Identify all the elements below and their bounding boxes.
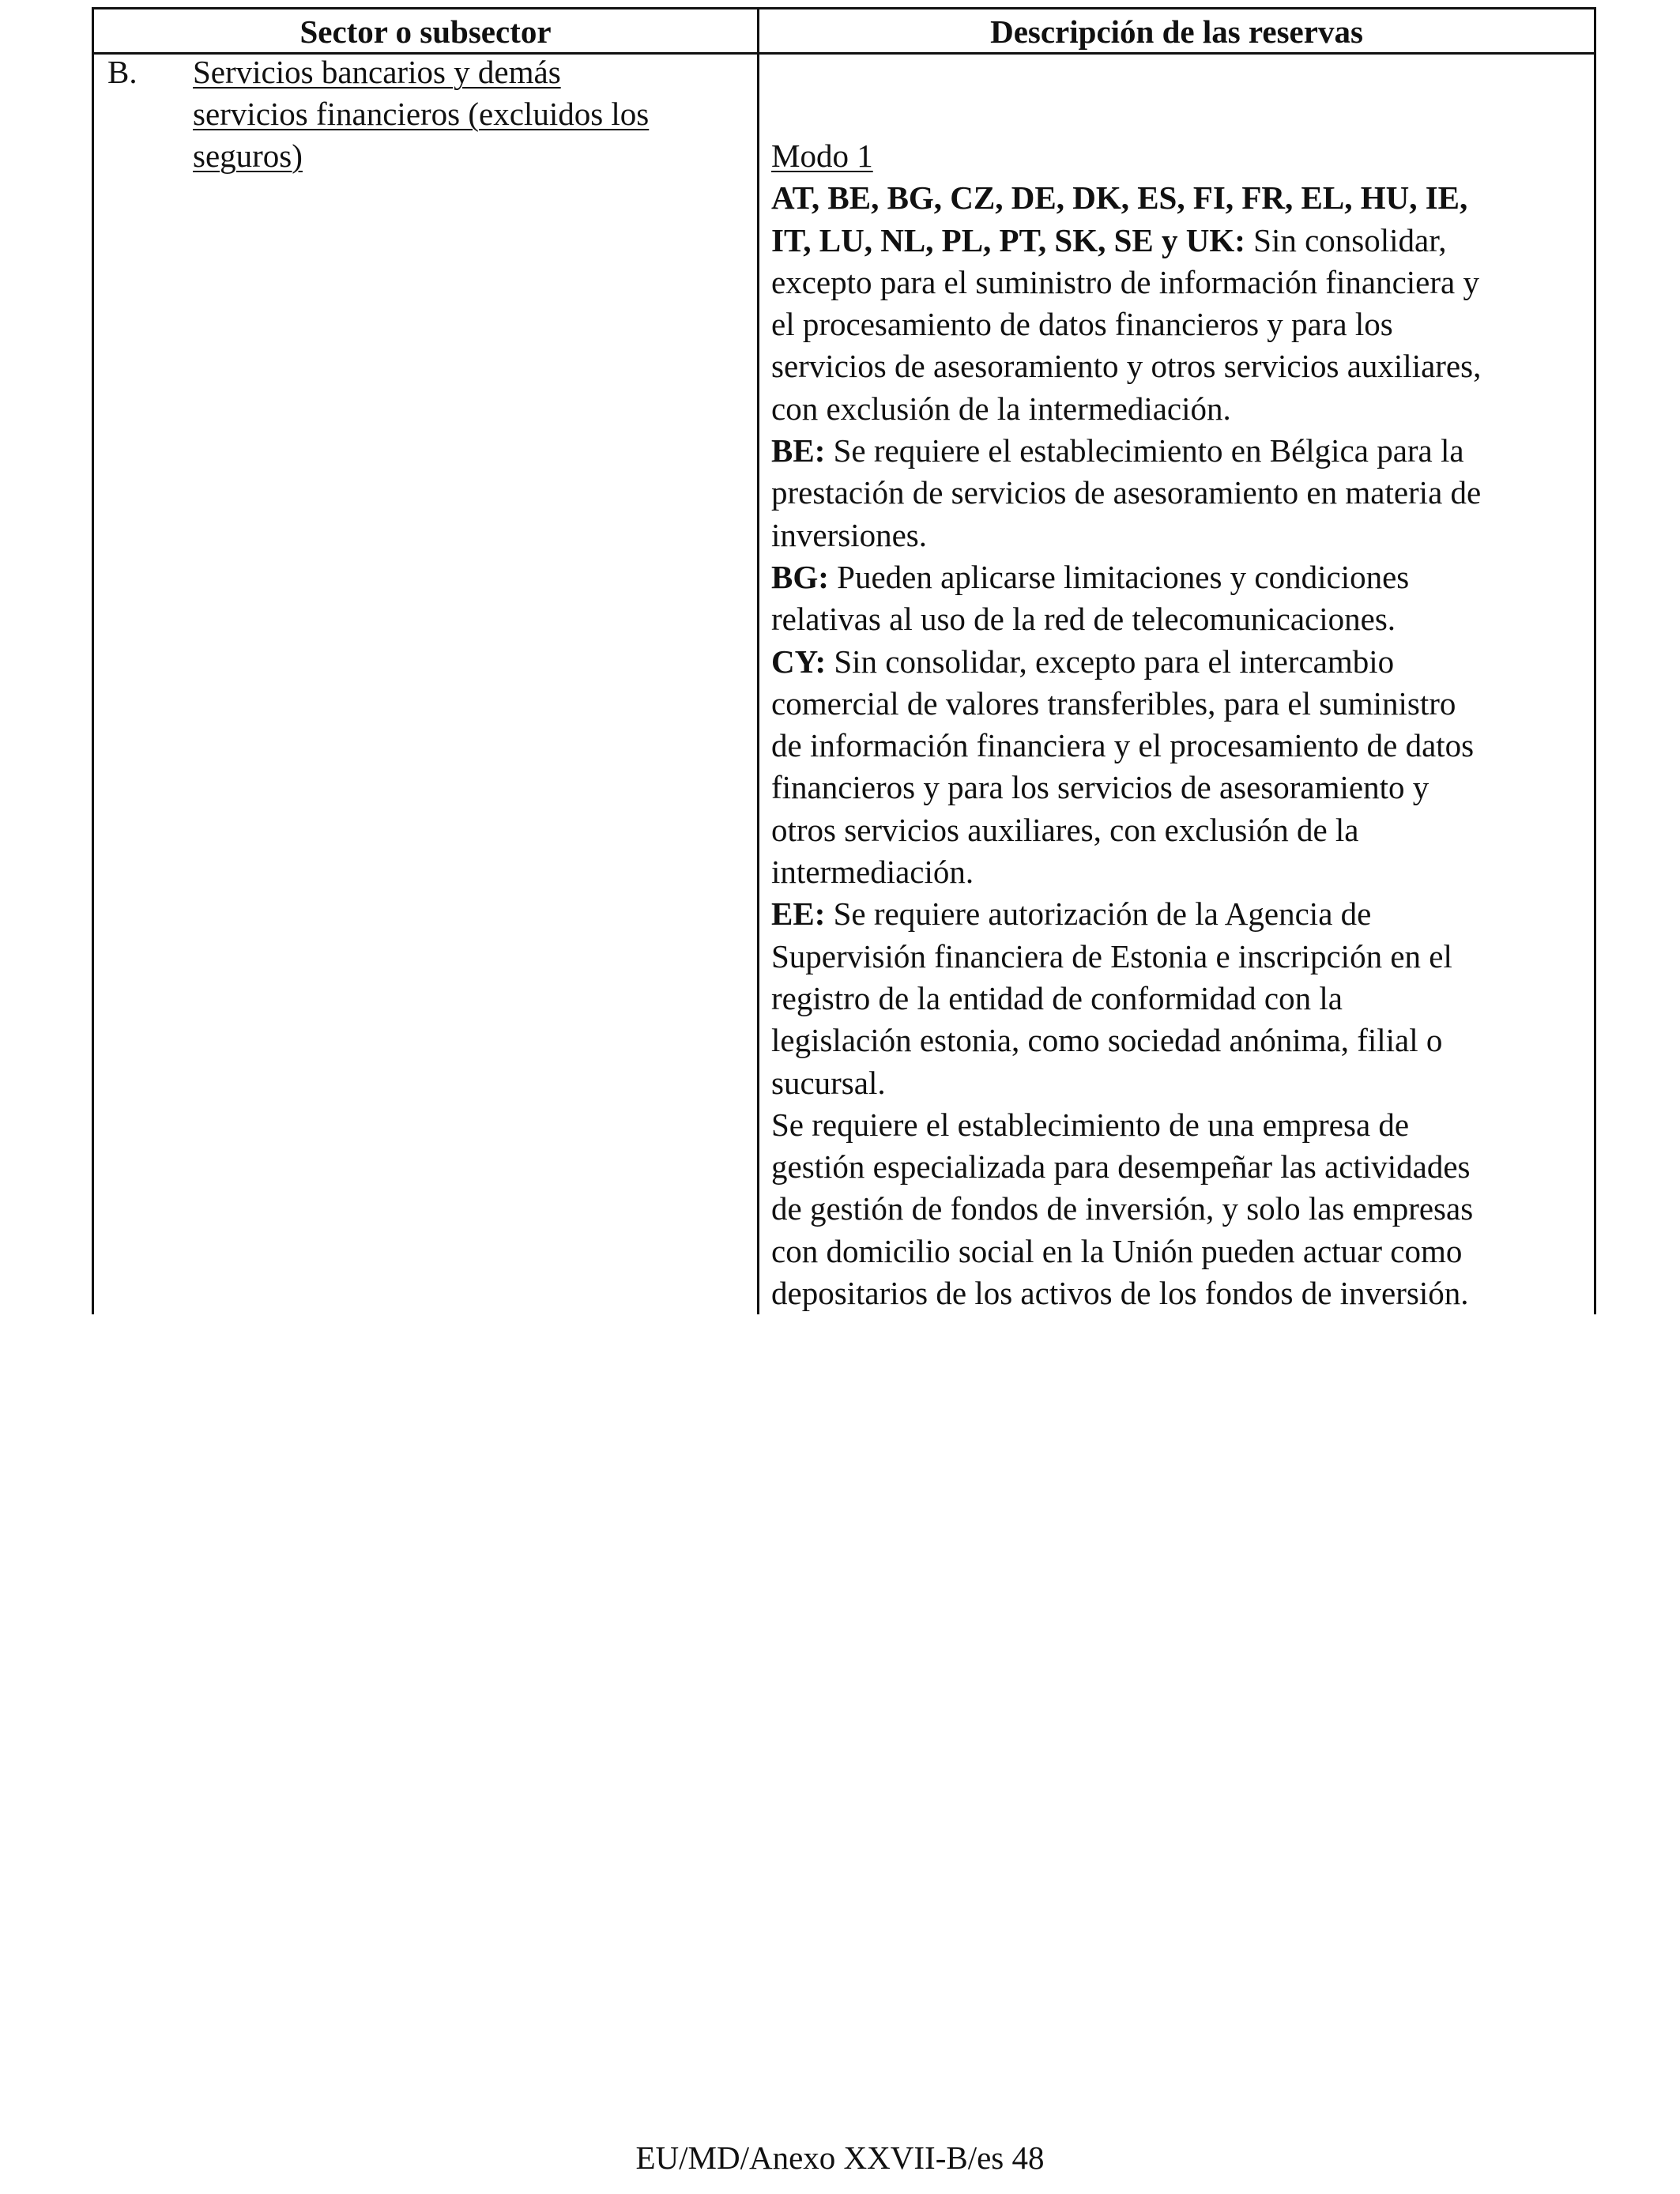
page-footer: EU/MD/Anexo XXVII-B/es 48 bbox=[635, 2139, 1045, 2176]
sector-title bbox=[193, 51, 746, 177]
description-line bbox=[771, 515, 1593, 556]
country-codes: EE: bbox=[771, 895, 826, 933]
description-text: Se requiere el establecimiento en Bélgica para la bbox=[825, 432, 1464, 469]
description-text: gestión especializada para desempeñar las actividades bbox=[771, 1148, 1471, 1186]
description-line bbox=[771, 809, 1593, 851]
sector-number: B. bbox=[107, 54, 137, 90]
description-line bbox=[771, 936, 1593, 978]
country-codes: BE: bbox=[771, 432, 826, 469]
description-text: intermediación. bbox=[771, 854, 974, 891]
description-line bbox=[771, 1188, 1593, 1230]
description-line bbox=[771, 388, 1593, 430]
column-header-sector: Sector o subsector bbox=[299, 13, 552, 50]
country-codes: BG: bbox=[771, 558, 829, 595]
description-line bbox=[771, 1104, 1593, 1146]
description-text: inversiones. bbox=[771, 516, 927, 553]
description-text: el procesamiento de datos financieros y para los bbox=[771, 306, 1393, 343]
description-text: Pueden aplicarse limitaciones y condiciones bbox=[828, 558, 1410, 595]
column-divider bbox=[757, 7, 759, 1314]
description-text: financieros y para los servicios de asesoramiento y bbox=[771, 769, 1430, 806]
description-line bbox=[771, 725, 1593, 767]
description-text: servicios de asesoramiento y otros servicios auxiliares, bbox=[771, 348, 1482, 385]
description-text: Sin consolidar, excepto para el intercambio bbox=[826, 643, 1395, 680]
description-text: excepto para el suministro de información financiera y bbox=[771, 263, 1479, 300]
description-text: otros servicios auxiliares, con exclusión de la bbox=[771, 811, 1359, 848]
reservation-description bbox=[771, 135, 1593, 1314]
description-line bbox=[771, 472, 1593, 514]
description-text: registro de la entidad de conformidad con la bbox=[771, 979, 1343, 1016]
description-text: legislación estonia, como sociedad anónima, filial o bbox=[771, 1022, 1443, 1059]
sector-title-line: seguros) bbox=[193, 138, 303, 174]
description-line bbox=[771, 262, 1593, 303]
description-line bbox=[771, 598, 1593, 640]
description-text: relativas al uso de la red de telecomunicaciones. bbox=[771, 601, 1396, 638]
description-line bbox=[771, 683, 1593, 725]
description-text: Supervisión financiera de Estonia e inscripción en el bbox=[771, 937, 1452, 974]
description-line bbox=[771, 1062, 1593, 1104]
sector-title-line: servicios financieros (excluidos los bbox=[193, 96, 650, 132]
description-line bbox=[771, 893, 1593, 935]
table-left-border bbox=[92, 7, 94, 1314]
description-line bbox=[771, 177, 1593, 219]
country-codes: IT, LU, NL, PL, PT, SK, SE y UK: bbox=[771, 221, 1245, 258]
description-body bbox=[771, 177, 1593, 1314]
description-line bbox=[771, 220, 1593, 262]
description-text: Se requiere el establecimiento de una empresa de bbox=[771, 1106, 1410, 1143]
description-line bbox=[771, 851, 1593, 893]
description-text: de información financiera y el procesamiento de datos bbox=[771, 727, 1475, 764]
description-line bbox=[771, 303, 1593, 345]
description-line bbox=[771, 345, 1593, 387]
description-line bbox=[771, 1231, 1593, 1272]
description-line bbox=[771, 1146, 1593, 1188]
description-line bbox=[771, 556, 1593, 598]
description-line bbox=[771, 430, 1593, 472]
description-text: Sin consolidar, bbox=[1245, 221, 1447, 258]
description-line bbox=[771, 1020, 1593, 1061]
description-line bbox=[771, 978, 1593, 1020]
table-right-border bbox=[1594, 7, 1596, 1314]
description-text: sucursal. bbox=[771, 1064, 886, 1101]
sector-title-line: Servicios bancarios y demás bbox=[193, 54, 561, 90]
description-text: depositarios de los activos de los fondos de inversión. bbox=[771, 1275, 1469, 1312]
description-text: Se requiere autorización de la Agencia de bbox=[825, 895, 1372, 933]
mode-heading: Modo 1 bbox=[771, 138, 873, 174]
description-text: prestación de servicios de asesoramiento en materia de bbox=[771, 474, 1482, 511]
description-text: comercial de valores transferibles, para el suministro bbox=[771, 684, 1456, 722]
column-header-description: Descripción de las reservas bbox=[990, 13, 1363, 50]
description-text: con domicilio social en la Unión pueden actuar como bbox=[771, 1232, 1463, 1269]
description-text: con exclusión de la intermediación. bbox=[771, 390, 1231, 427]
country-codes: CY: bbox=[771, 643, 827, 680]
description-line bbox=[771, 767, 1593, 809]
description-line bbox=[771, 641, 1593, 683]
description-text: de gestión de fondos de inversión, y solo las empresas bbox=[771, 1190, 1474, 1227]
description-line bbox=[771, 1272, 1593, 1314]
country-codes: AT, BE, BG, CZ, DE, DK, ES, FI, FR, EL, HU, IE, bbox=[771, 179, 1468, 217]
